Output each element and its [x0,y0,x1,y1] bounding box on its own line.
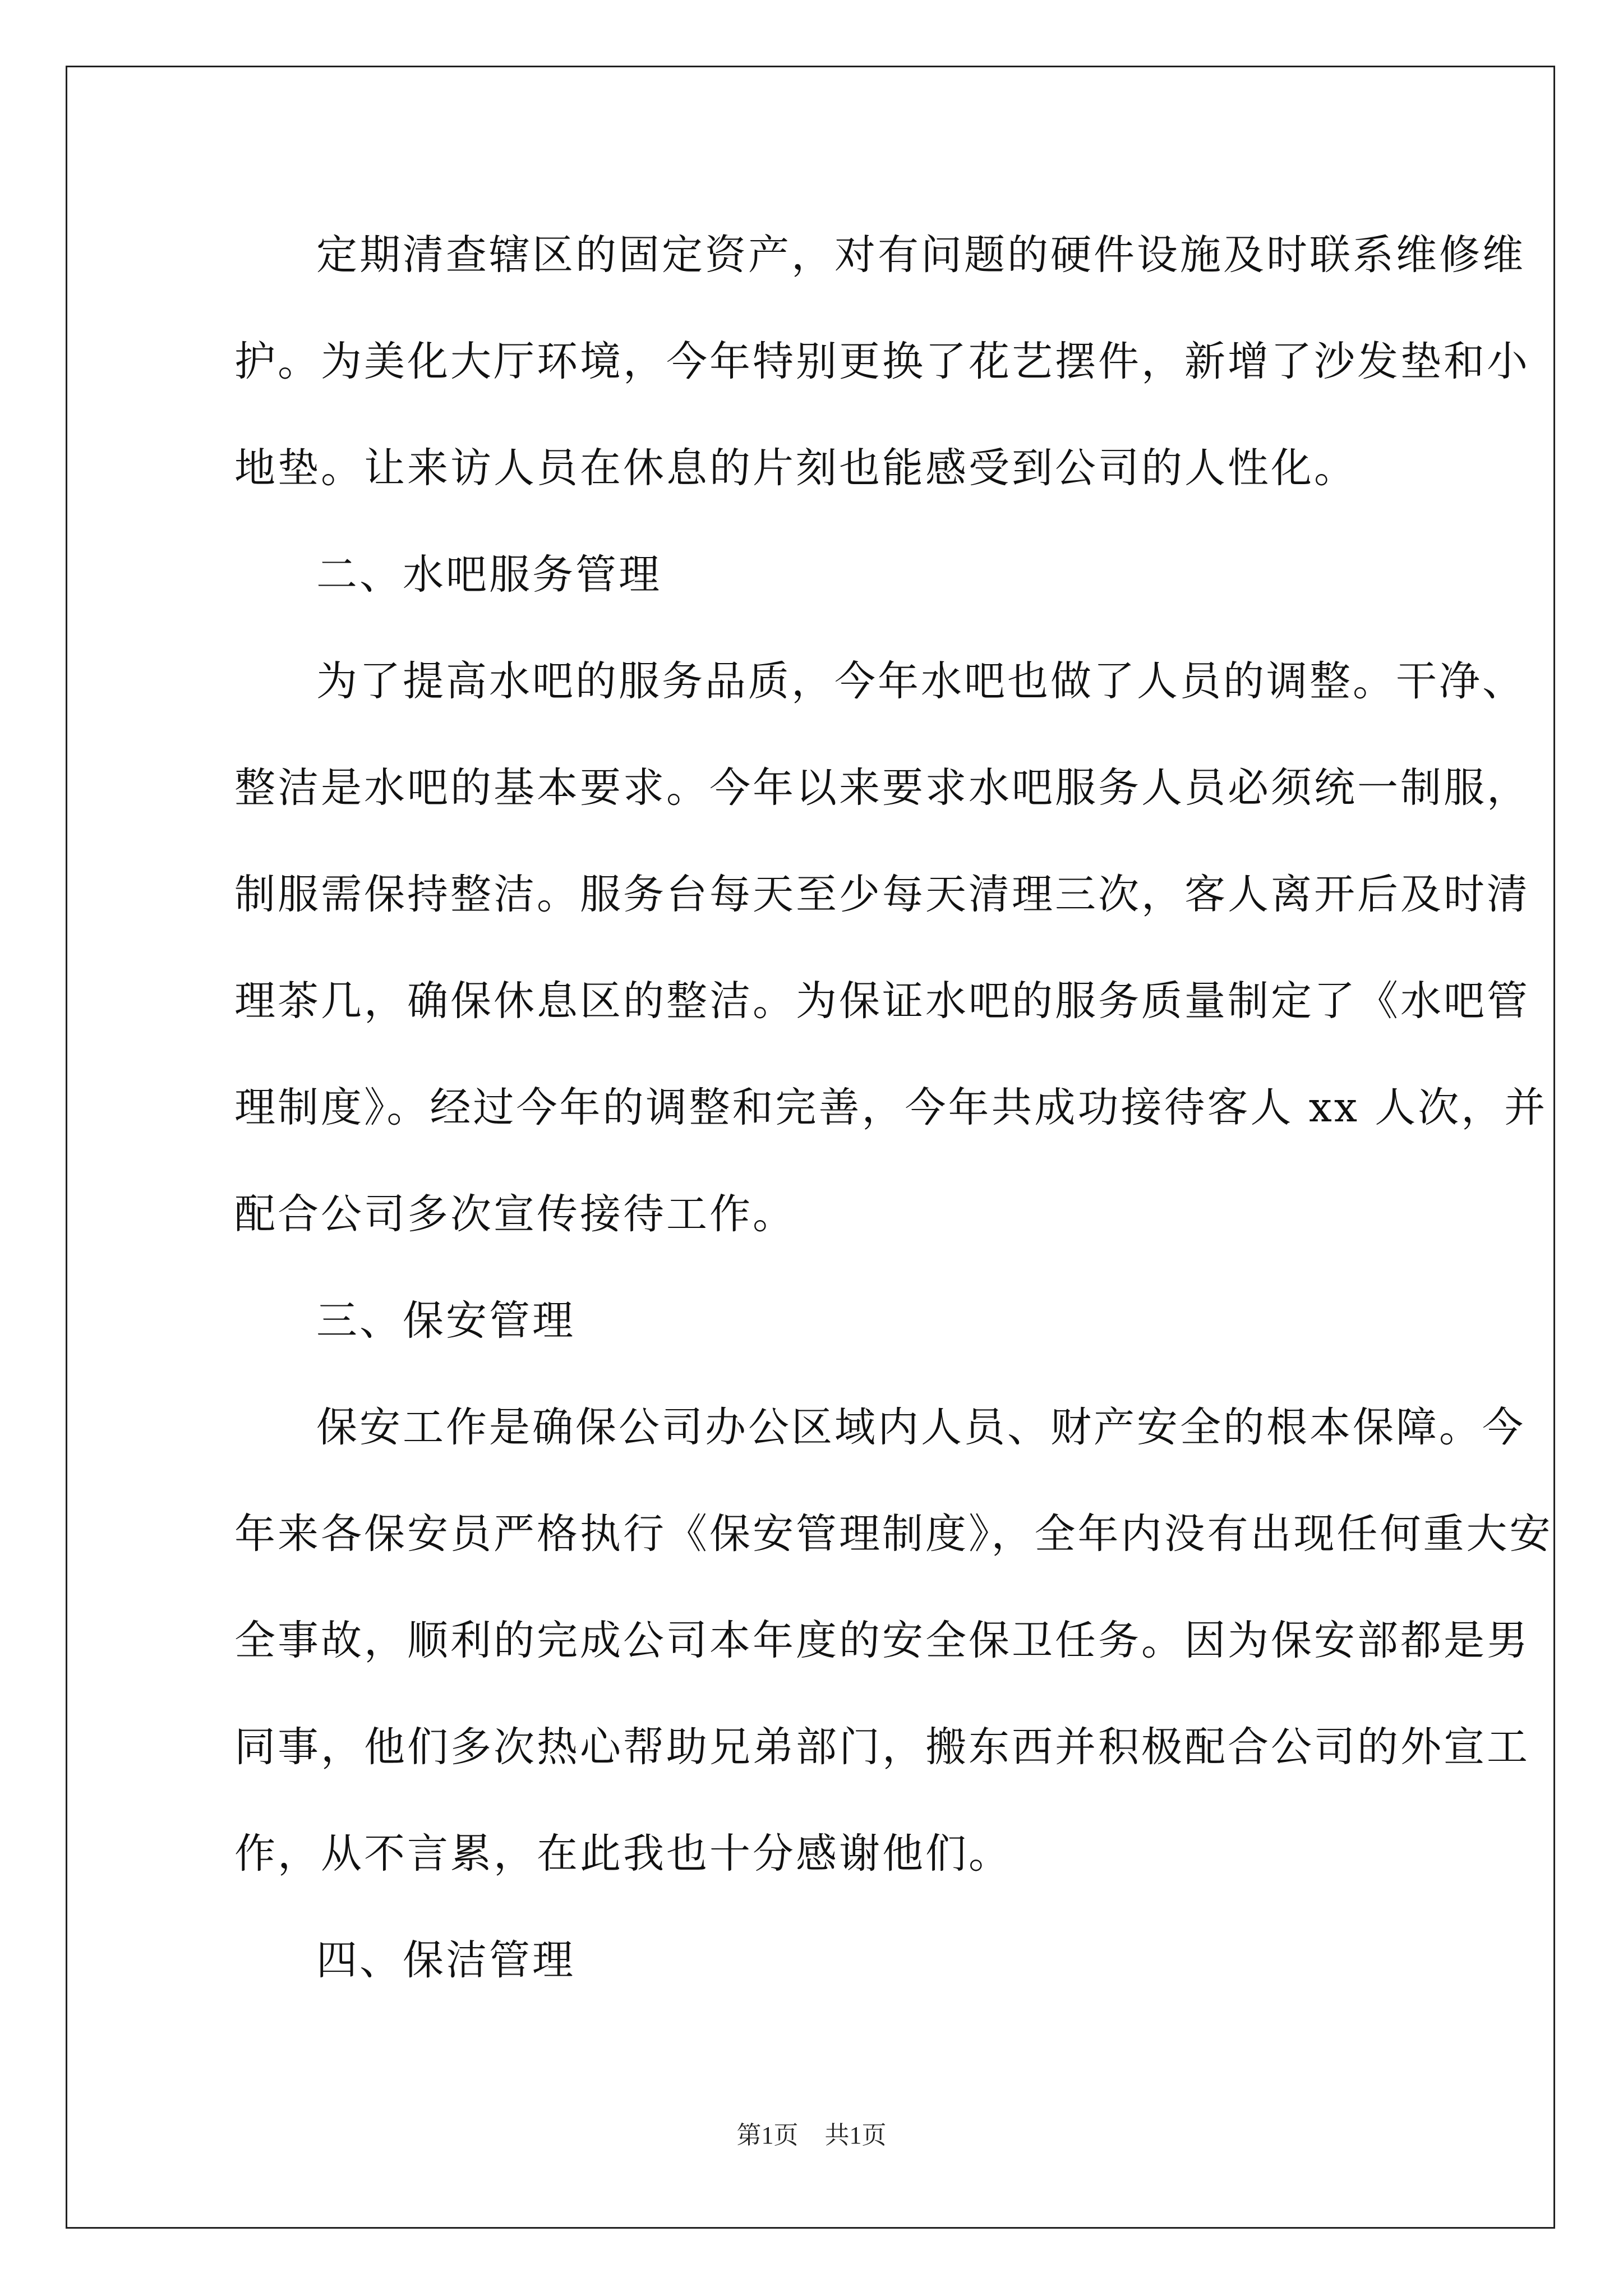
document-body [234,202,1553,2014]
paragraph-security [234,1374,1553,1907]
page-number-current: 第1页 [736,2122,799,2149]
text-line: 整洁是水吧的基本要求。今年以来要求水吧服务人员必须统一制服， [234,764,1530,812]
text-line: 制服需保持整洁。服务台每天至少每天清理三次，客人离开后及时清 [234,871,1530,918]
text-line: 全事故，顺利的完成公司本年度的安全保卫任务。因为保安部都是男 [234,1617,1530,1664]
text-line: 理茶几，确保休息区的整洁。为保证水吧的服务质量制定了《水吧管 [234,977,1530,1025]
text-line: 理制度》。经过今年的调整和完善，今年共成功接待客人 xx 人次，并 [234,1084,1548,1131]
page-footer [0,2115,1623,2151]
text-line: 护。为美化大厅环境，今年特别更换了花艺摆件，新增了沙发垫和小 [234,338,1530,385]
text-line: 年来各保安员严格执行《保安管理制度》，全年内没有出现任何重大安 [234,1510,1553,1558]
paragraph-fixed-assets [234,202,1530,522]
text-line: 配合公司多次宣传接待工作。 [234,1190,796,1238]
heading-cleaning: 四、保洁管理 [316,1936,575,1984]
text-line: 保安工作是确保公司办公区域内人员、财产安全的根本保障。今 [316,1404,1525,1451]
paragraph-water-bar [234,628,1548,1268]
text-line: 作，从不言累，在此我也十分感谢他们。 [234,1830,1012,1878]
heading-water-bar: 二、水吧服务管理 [316,551,662,599]
text-line: 同事，他们多次热心帮助兄弟部门，搬东西并积极配合公司的外宣工 [234,1723,1530,1771]
text-line: 为了提高水吧的服务品质，今年水吧也做了人员的调整。干净、 [316,657,1525,705]
text-line: 地垫。让来访人员在休息的片刻也能感受到公司的人性化。 [234,444,1357,492]
text-line: 定期清查辖区的固定资产，对有问题的硬件设施及时联系维修维 [316,231,1525,279]
heading-security: 三、保安管理 [316,1297,575,1345]
page-number-total: 共1页 [824,2122,887,2149]
